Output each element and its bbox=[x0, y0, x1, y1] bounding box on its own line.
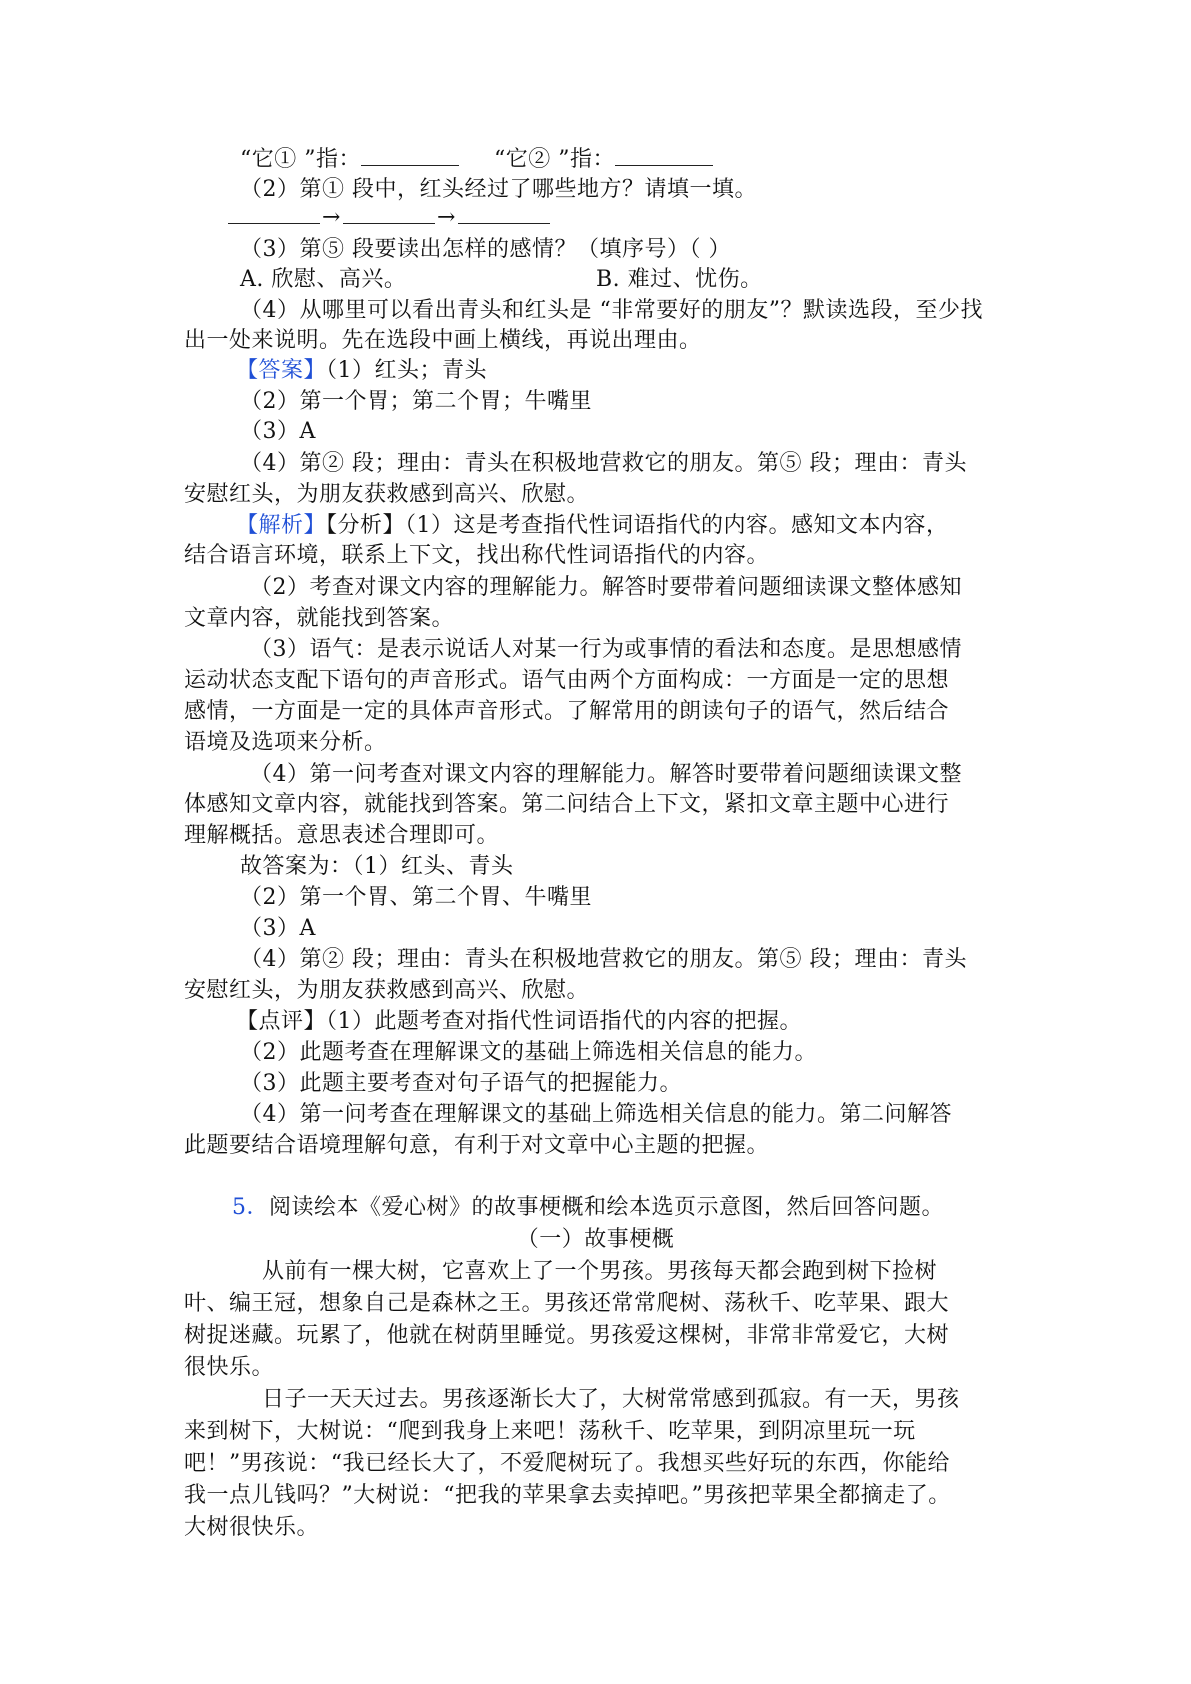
analysis-line10: 体感知文章内容，就能找到答案。第二问结合上下文，紧扣文章主题中心进行 bbox=[184, 792, 950, 817]
analysis-line11: 理解概括。意思表述合理即可。 bbox=[184, 823, 500, 848]
story-p2-line5: 大树很快乐。 bbox=[184, 1515, 320, 1540]
q5-prompt: 阅读绘本《爱心树》的故事梗概和绘本选页示意图，然后回答问题。 bbox=[269, 1195, 945, 1220]
answer-line1 bbox=[236, 357, 487, 385]
analysis-line6: 运动状态支配下语句的声音形式。语气由两个方面构成：一方面是一定的思想 bbox=[184, 668, 950, 693]
story-p2-line1: 日子一天天过去。男孩逐渐长大了，大树常常感到孤寂。有一天，男孩 bbox=[262, 1387, 960, 1412]
q4-4-question-line1: （4）从哪里可以看出青头和红头是 “非常要好的朋友”？默读选段，至少找 bbox=[240, 298, 983, 323]
analysis-line7: 感情，一方面是一定的具体声音形式。了解常用的朗读句子的语气，然后结合 bbox=[184, 699, 950, 724]
analysis-line9: （4）第一问考查对课文内容的理解能力。解答时要带着问题细读课文整 bbox=[250, 762, 962, 787]
q4-2-question: （2）第① 段中，红头经过了哪些地方？请填一填。 bbox=[240, 177, 757, 202]
route-blank-1[interactable] bbox=[228, 205, 320, 224]
story-p2-line2: 来到树下，大树说：“爬到我身上来吧！荡秋千、吃苹果，到阴凉里玩一玩 bbox=[184, 1419, 916, 1444]
final-answer-line4: （4）第② 段；理由：青头在积极地营救它的朋友。第⑤ 段；理由：青头 bbox=[240, 947, 967, 972]
analysis-line3: （2）考查对课文内容的理解能力。解答时要带着问题细读课文整体感知 bbox=[250, 575, 962, 600]
final-answer-line3: （3）A bbox=[240, 916, 316, 941]
comment-line1: 【点评】（1）此题考查对指代性词语指代的内容的把握。 bbox=[236, 1009, 802, 1034]
q5-subtitle: （一）故事梗概 bbox=[516, 1227, 675, 1252]
story-p1-line2: 叶、编王冠，想象自己是森林之王。男孩还常常爬树、荡秋千、吃苹果、跟大 bbox=[184, 1291, 950, 1316]
comment-line4: （4）第一问考查在理解课文的基础上筛选相关信息的能力。第二问解答 bbox=[240, 1102, 952, 1127]
answer-tag: 【答案】 bbox=[236, 358, 327, 383]
answer-line4: （4）第② 段；理由：青头在积极地营救它的朋友。第⑤ 段；理由：青头 bbox=[240, 451, 967, 476]
option-a: A. 欣慰、高兴。 bbox=[240, 267, 407, 292]
q5-title-line bbox=[232, 1194, 944, 1222]
story-p1-line1: 从前有一棵大树，它喜欢上了一个男孩。男孩每天都会跑到树下捡树 bbox=[262, 1259, 938, 1284]
q5-number: 5． bbox=[232, 1195, 269, 1220]
q4-4-question-line2: 出一处来说明。先在选段中画上横线，再说出理由。 bbox=[184, 328, 702, 353]
pronoun-2-blank[interactable] bbox=[615, 147, 713, 166]
route-blank-3[interactable] bbox=[458, 205, 550, 224]
final-answer-line1: 故答案为：（1）红头、青头 bbox=[240, 854, 514, 879]
comment-line2: （2）此题考查在理解课文的基础上筛选相关信息的能力。 bbox=[240, 1040, 817, 1065]
comment-line3: （3）此题主要考查对句子语气的把握能力。 bbox=[240, 1071, 682, 1096]
pronoun-1-blank[interactable] bbox=[361, 147, 459, 166]
analysis-tag: 【解析】 bbox=[236, 513, 327, 538]
q4-3-question: （3）第⑤ 段要读出怎样的感情？（填序号）（ ） bbox=[240, 237, 731, 262]
analysis-line8: 语境及选项来分析。 bbox=[184, 730, 387, 755]
route-blank-2[interactable] bbox=[343, 205, 435, 224]
story-p1-line3: 树捉迷藏。玩累了，他就在树荫里睡觉。男孩爱这棵树，非常非常爱它，大树 bbox=[184, 1323, 950, 1348]
comment-line5: 此题要结合语境理解句意，有利于对文章中心主题的把握。 bbox=[184, 1133, 770, 1158]
final-answer-line5: 安慰红头，为朋友获救感到高兴、欣慰。 bbox=[184, 978, 590, 1003]
analysis-line2: 结合语言环境，联系上下文，找出称代性词语指代的内容。 bbox=[184, 543, 770, 568]
analysis-line1 bbox=[236, 512, 949, 540]
analysis-line5: （3）语气：是表示说话人对某一行为或事情的看法和态度。是思想感情 bbox=[250, 637, 962, 662]
analysis-1-text: 【分析】（1）这是考查指代性词语指代的内容。感知文本内容， bbox=[326, 513, 949, 538]
arrow-right-icon: → bbox=[322, 205, 341, 230]
pronoun-1-label: “它① ”指： bbox=[240, 147, 361, 172]
story-p2-line3: 吧！”男孩说：“我已经长大了，不爱爬树玩了。我想买些好玩的东西，你能给 bbox=[184, 1451, 950, 1476]
route-blanks-line bbox=[228, 204, 550, 232]
story-p1-line4: 很快乐。 bbox=[184, 1355, 275, 1380]
pronoun-2-label: “它② ”指： bbox=[494, 147, 615, 172]
story-p2-line4: 我一点儿钱吗？”大树说：“把我的苹果拿去卖掉吧。”男孩把苹果全都摘走了。 bbox=[184, 1483, 951, 1508]
analysis-line4: 文章内容，就能找到答案。 bbox=[184, 606, 455, 631]
answer-line3: （3）A bbox=[240, 419, 316, 444]
arrow-right-icon: → bbox=[436, 205, 456, 230]
answer-1-text: （1）红头；青头 bbox=[326, 358, 488, 383]
option-b: B. 难过、忧伤。 bbox=[596, 267, 763, 292]
answer-line5: 安慰红头，为朋友获救感到高兴、欣慰。 bbox=[184, 482, 590, 507]
answer-line2: （2）第一个胃；第二个胃；牛嘴里 bbox=[240, 389, 592, 414]
final-answer-line2: （2）第一个胃、第二个胃、牛嘴里 bbox=[240, 885, 592, 910]
q4-1-blanks-line bbox=[240, 146, 713, 174]
